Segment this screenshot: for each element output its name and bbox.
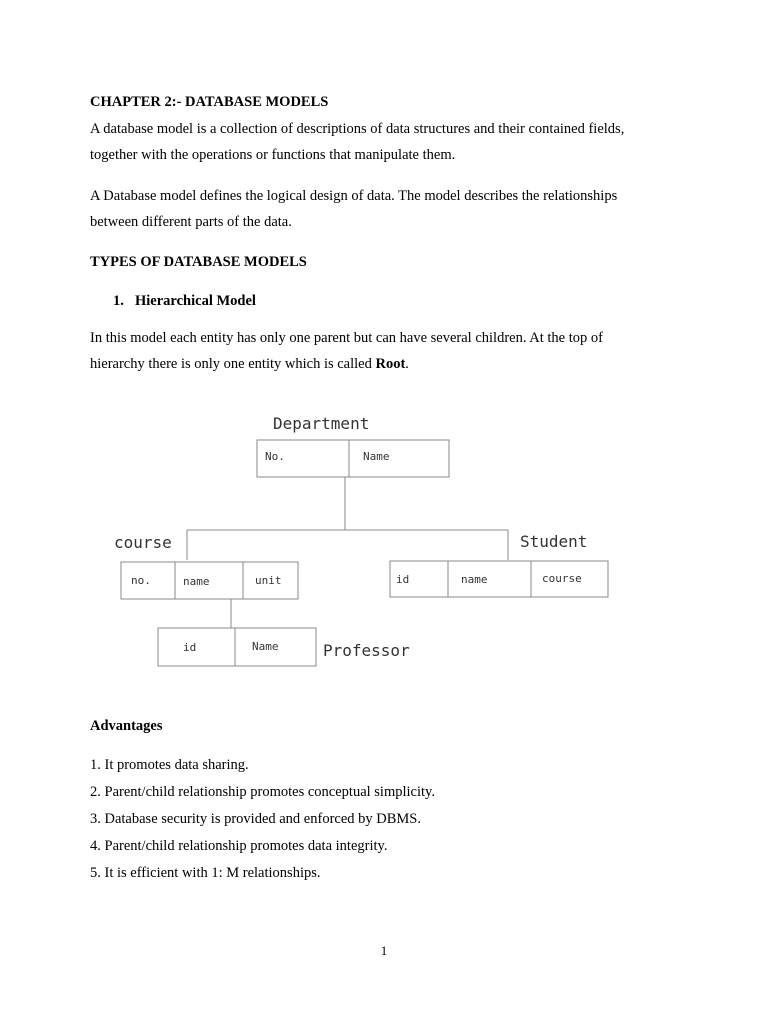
- department-field-no: No.: [265, 450, 285, 463]
- intro-line-2: together with the operations or functions that manipulate them.: [90, 147, 456, 163]
- hierarchical-desc-line-1: In this model each entity has only one parent but can have several children. At the top of: [90, 330, 603, 346]
- root-term: Root: [375, 356, 406, 372]
- course-field-name: name: [183, 575, 210, 588]
- professor-field-name: Name: [252, 640, 279, 653]
- professor-table: [158, 628, 316, 666]
- department-field-name: Name: [363, 450, 390, 463]
- chapter-title: CHAPTER 2:- DATABASE MODELS: [90, 94, 329, 110]
- course-field-unit: unit: [255, 574, 282, 587]
- desc-text: hierarchy there is only one entity which is called: [90, 356, 376, 372]
- course-field-no: no.: [131, 574, 151, 587]
- advantages-heading: Advantages: [90, 718, 163, 734]
- desc-period: .: [405, 356, 409, 372]
- definition-line-1: A Database model defines the logical design of data. The model describes the relationships: [90, 188, 618, 204]
- types-heading: TYPES OF DATABASE MODELS: [90, 254, 307, 270]
- department-label: Department: [273, 414, 370, 433]
- hierarchical-number: 1.: [113, 293, 124, 309]
- advantage-item: 2. Parent/child relationship promotes conceptual simplicity.: [90, 784, 435, 800]
- advantage-item: 3. Database security is provided and enforced by DBMS.: [90, 811, 422, 827]
- student-field-course: course: [542, 572, 582, 585]
- hierarchy-diagram: [0, 400, 768, 680]
- hierarchical-desc-line-2: [90, 355, 409, 373]
- course-label: course: [114, 533, 172, 552]
- department-table: [257, 440, 449, 477]
- student-field-id: id: [396, 573, 410, 586]
- professor-label: Professor: [323, 641, 410, 660]
- intro-line-1: A database model is a collection of descriptions of data structures and their contained fields,: [90, 121, 625, 137]
- advantage-item: 5. It is efficient with 1: M relationships.: [90, 865, 321, 881]
- student-field-name: name: [461, 573, 488, 586]
- advantage-item: 4. Parent/child relationship promotes data integrity.: [90, 838, 388, 854]
- page-number: 1: [380, 943, 388, 958]
- definition-line-2: between different parts of the data.: [90, 214, 292, 230]
- hierarchical-title: Hierarchical Model: [135, 293, 256, 309]
- professor-field-id: id: [183, 641, 197, 654]
- advantage-item: 1. It promotes data sharing.: [90, 757, 249, 773]
- student-label: Student: [520, 532, 588, 551]
